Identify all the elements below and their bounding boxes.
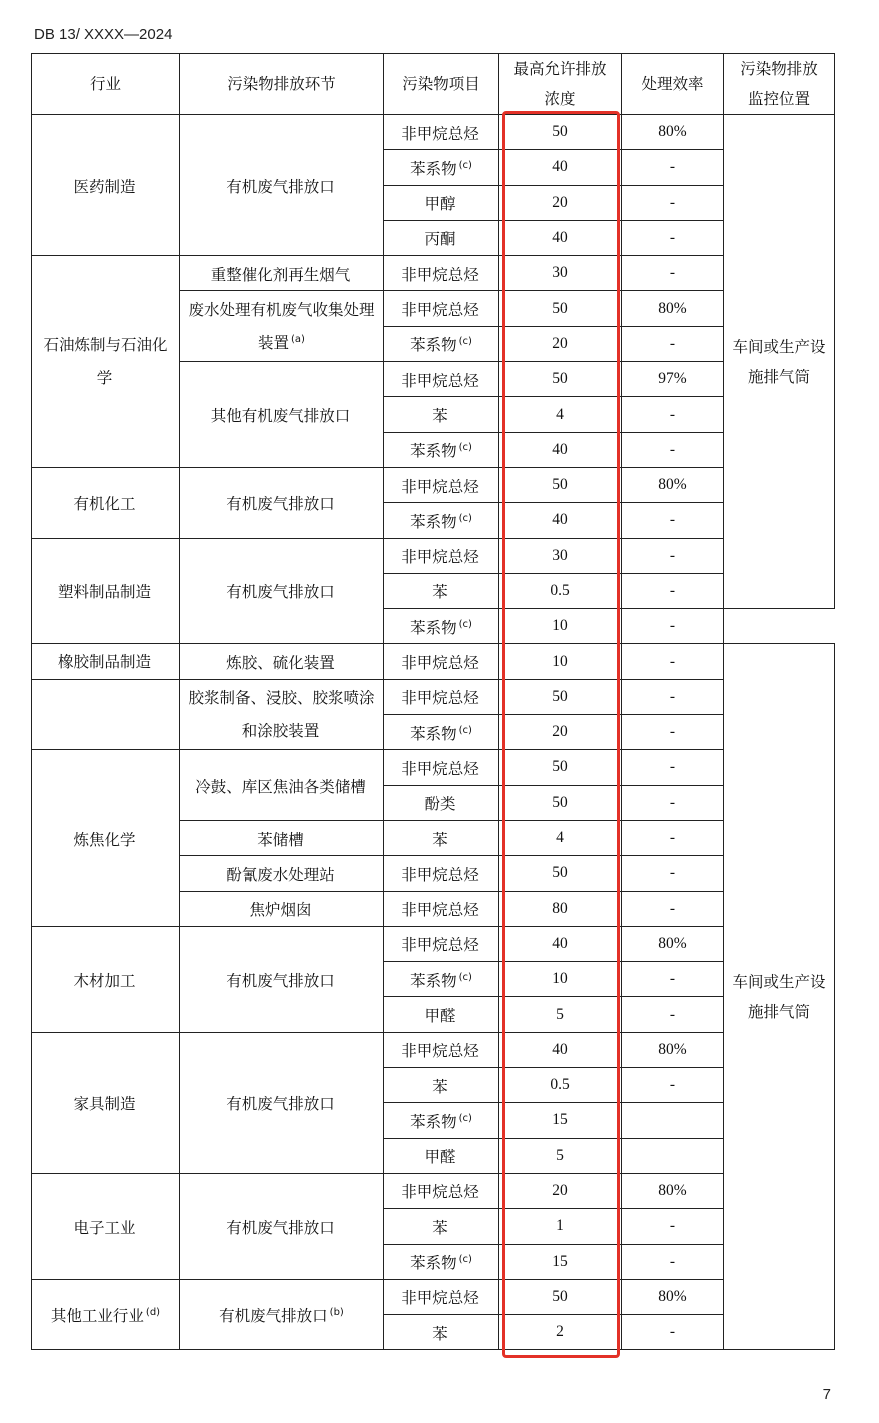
pollutant-cell — [384, 573, 499, 608]
concentration-cell-text: 10 — [552, 652, 568, 670]
efficiency-cell-text: 80% — [658, 1287, 687, 1305]
concentration-cell-text: 0.5 — [550, 1076, 570, 1094]
concentration-cell-text: 50 — [552, 758, 568, 776]
efficiency-cell — [622, 1068, 724, 1103]
pollutant-cell — [384, 997, 499, 1032]
pollutant-cell-text: 非甲烷总烃 — [401, 265, 479, 284]
emission-stage-cell — [180, 644, 384, 679]
efficiency-cell — [622, 1173, 724, 1208]
emission-stage-cell — [180, 291, 384, 362]
efficiency-cell — [622, 291, 724, 326]
pollutant-cell — [384, 1315, 499, 1350]
monitor-location-cell — [724, 644, 835, 1350]
efficiency-cell — [622, 115, 724, 150]
pollutant-cell-text: 苯 — [432, 830, 448, 849]
efficiency-cell-text: - — [669, 229, 676, 247]
pollutant-cell-text: 苯系物 — [410, 724, 457, 743]
pollutant-cell — [384, 679, 499, 714]
emission-stage-cell — [180, 538, 384, 644]
emission-stage-cell-text: 其他有机废气排放口 — [210, 407, 351, 426]
concentration-cell-text: 4 — [556, 405, 564, 423]
concentration-cell-text: 20 — [552, 1182, 568, 1200]
concentration-cell-text: 50 — [552, 687, 568, 705]
industry-cell-text: 家具制造 — [73, 1095, 136, 1114]
footnote-marker: (c) — [458, 971, 472, 983]
emission-stage-cell-text: 有机废气排放口 — [226, 583, 335, 602]
efficiency-cell — [622, 256, 724, 291]
concentration-cell — [499, 326, 622, 361]
emission-stage-cell — [180, 1279, 384, 1350]
pollutant-cell — [384, 220, 499, 255]
efficiency-cell — [622, 538, 724, 573]
concentration-cell-text: 40 — [552, 229, 568, 247]
pollutant-cell — [384, 291, 499, 326]
pollutant-cell — [384, 397, 499, 432]
pollutant-cell — [384, 185, 499, 220]
concentration-cell — [499, 644, 622, 679]
concentration-cell — [499, 820, 622, 855]
efficiency-cell — [622, 644, 724, 679]
concentration-cell — [499, 997, 622, 1032]
industry-cell-text: 医药制造 — [73, 177, 136, 196]
efficiency-cell-text: - — [669, 1323, 676, 1341]
table-row — [32, 1279, 835, 1314]
header-row — [32, 54, 835, 115]
efficiency-cell — [622, 997, 724, 1032]
footnote-marker: (a) — [291, 333, 305, 345]
industry-cell — [32, 256, 180, 468]
pollutant-cell — [384, 1103, 499, 1138]
emission-stage-cell — [180, 891, 384, 926]
footnote-marker: (c) — [458, 442, 472, 454]
emission-stage-cell — [180, 856, 384, 891]
industry-cell — [32, 644, 180, 679]
pollutant-cell — [384, 115, 499, 150]
emission-stage-cell-text: 有机废气排放口 — [226, 177, 335, 196]
pollutant-cell — [384, 1068, 499, 1103]
footnote-marker: (c) — [458, 159, 472, 171]
efficiency-cell — [622, 467, 724, 502]
emission-stage-cell-text: 有机废气排放口 — [226, 1095, 335, 1114]
emission-stage-cell — [180, 1173, 384, 1279]
pollutant-cell — [384, 538, 499, 573]
efficiency-cell — [622, 962, 724, 997]
efficiency-cell — [622, 185, 724, 220]
efficiency-cell — [622, 609, 724, 644]
table-row — [32, 679, 835, 714]
concentration-cell — [499, 185, 622, 220]
concentration-cell — [499, 715, 622, 750]
concentration-cell — [499, 573, 622, 608]
concentration-cell-text: 15 — [552, 1111, 568, 1129]
emission-stage-cell-text: 有机废气排放口 — [226, 1218, 335, 1237]
concentration-cell — [499, 503, 622, 538]
emission-limits-table — [31, 53, 835, 1350]
concentration-cell-text: 4 — [556, 829, 564, 847]
pollutant-cell-text: 丙酮 — [424, 230, 456, 249]
efficiency-cell-text: - — [669, 1252, 676, 1270]
concentration-cell — [499, 538, 622, 573]
emission-stage-cell-text: 有机废气排放口 — [226, 495, 335, 514]
concentration-cell-text: 5 — [556, 1005, 564, 1023]
emission-stage-cell-text: 有机废气排放口 — [219, 1307, 328, 1326]
table-row — [32, 256, 835, 291]
emission-stage-cell-text: 炼胶、硫化装置 — [226, 654, 335, 673]
efficiency-cell-text: - — [669, 193, 676, 211]
efficiency-cell-text: - — [669, 864, 676, 882]
pollutant-cell-text: 非甲烷总烃 — [401, 477, 479, 496]
efficiency-cell — [622, 679, 724, 714]
concentration-cell — [499, 1032, 622, 1067]
column-header: 污染物排放监控位置 — [724, 54, 835, 115]
industry-cell-text: 其他工业行业 — [50, 1307, 144, 1326]
footnote-marker: (d) — [145, 1307, 161, 1319]
concentration-cell — [499, 1279, 622, 1314]
pollutant-cell-text: 甲醛 — [424, 1148, 456, 1167]
emission-stage-cell — [180, 362, 384, 468]
industry-cell — [32, 1279, 180, 1350]
efficiency-cell-text: - — [669, 440, 676, 458]
concentration-cell-text: 20 — [552, 193, 568, 211]
pollutant-cell-text: 甲醛 — [424, 1007, 456, 1026]
concentration-cell — [499, 1315, 622, 1350]
efficiency-cell-text: - — [669, 334, 676, 352]
concentration-cell — [499, 362, 622, 397]
industry-cell-text: 石油炼制与石油化学 — [43, 336, 168, 388]
efficiency-cell — [622, 750, 724, 785]
industry-cell-text: 塑料制品制造 — [57, 583, 151, 602]
pollutant-cell — [384, 962, 499, 997]
pollutant-cell — [384, 256, 499, 291]
pollutant-cell-text: 非甲烷总烃 — [401, 865, 479, 884]
pollutant-cell-text: 苯 — [432, 583, 448, 602]
concentration-cell-text: 30 — [552, 264, 568, 282]
efficiency-cell-text: - — [669, 1076, 676, 1094]
pollutant-cell — [384, 820, 499, 855]
pollutant-cell — [384, 644, 499, 679]
pollutant-cell-text: 苯系物 — [410, 160, 457, 179]
emission-stage-cell-text: 酚氰废水处理站 — [226, 865, 335, 884]
efficiency-cell-text: - — [669, 158, 676, 176]
footnote-marker: (c) — [458, 336, 472, 348]
efficiency-cell-text: - — [669, 829, 676, 847]
emission-stage-cell-text: 有机废气排放口 — [226, 971, 335, 990]
efficiency-cell-text: - — [669, 899, 676, 917]
pollutant-cell-text: 甲醇 — [424, 195, 456, 214]
emission-stage-cell — [180, 1032, 384, 1173]
emission-stage-cell-text: 废水处理有机废气收集处理装置 — [188, 300, 375, 352]
efficiency-cell-text: 97% — [658, 370, 687, 388]
pollutant-cell — [384, 467, 499, 502]
column-header: 污染物项目 — [384, 54, 499, 115]
pollutant-cell — [384, 1209, 499, 1244]
pollutant-cell-text: 苯系物 — [410, 1254, 457, 1273]
efficiency-cell-text: - — [669, 264, 676, 282]
concentration-cell-text: 20 — [552, 723, 568, 741]
pollutant-cell — [384, 1032, 499, 1067]
efficiency-cell-text: - — [669, 970, 676, 988]
industry-cell — [32, 926, 180, 1032]
pollutant-cell — [384, 785, 499, 820]
pollutant-cell-text: 非甲烷总烃 — [401, 1183, 479, 1202]
concentration-cell-text: 40 — [552, 934, 568, 952]
concentration-cell — [499, 291, 622, 326]
industry-cell — [32, 538, 180, 644]
concentration-cell-text: 2 — [556, 1323, 564, 1341]
concentration-cell — [499, 432, 622, 467]
concentration-cell — [499, 1068, 622, 1103]
emission-stage-cell — [180, 256, 384, 291]
pollutant-cell-text: 苯 — [432, 1324, 448, 1343]
concentration-cell — [499, 926, 622, 961]
pollutant-cell-text: 非甲烷总烃 — [401, 124, 479, 143]
efficiency-cell-text: 80% — [658, 1182, 687, 1200]
table-row — [32, 1173, 835, 1208]
efficiency-cell — [622, 326, 724, 361]
column-header: 污染物排放环节 — [180, 54, 384, 115]
efficiency-cell-text: - — [669, 617, 676, 635]
concentration-cell — [499, 397, 622, 432]
emission-stage-cell-text: 重整催化剂再生烟气 — [210, 265, 351, 284]
footnote-marker: (c) — [458, 618, 472, 630]
concentration-cell-text: 40 — [552, 1040, 568, 1058]
efficiency-cell — [622, 891, 724, 926]
concentration-cell-text: 1 — [556, 1217, 564, 1235]
concentration-cell — [499, 150, 622, 185]
pollutant-cell-text: 非甲烷总烃 — [401, 371, 479, 390]
monitor-location-cell-text: 车间或生产设施排气筒 — [732, 337, 826, 386]
efficiency-cell-text: 80% — [658, 1040, 687, 1058]
concentration-cell — [499, 1138, 622, 1173]
efficiency-cell-text: - — [669, 405, 676, 423]
concentration-cell — [499, 609, 622, 644]
pollutant-cell — [384, 326, 499, 361]
efficiency-cell — [622, 1103, 724, 1138]
pollutant-cell — [384, 1173, 499, 1208]
pollutant-cell-text: 非甲烷总烃 — [401, 689, 479, 708]
efficiency-cell-text: - — [669, 758, 676, 776]
concentration-cell-text: 20 — [552, 334, 568, 352]
pollutant-cell — [384, 1279, 499, 1314]
pollutant-cell — [384, 1138, 499, 1173]
pollutant-cell-text: 非甲烷总烃 — [401, 1042, 479, 1061]
footnote-marker: (c) — [458, 1112, 472, 1124]
footnote-marker: (c) — [458, 1254, 472, 1266]
concentration-cell — [499, 1173, 622, 1208]
efficiency-cell-text: - — [669, 687, 676, 705]
efficiency-cell-text: - — [669, 1005, 676, 1023]
concentration-cell — [499, 115, 622, 150]
industry-cell — [32, 679, 180, 750]
pollutant-cell — [384, 150, 499, 185]
concentration-cell-text: 50 — [552, 123, 568, 141]
pollutant-cell-text: 非甲烷总烃 — [401, 654, 479, 673]
pollutant-cell-text: 苯系物 — [410, 1113, 457, 1132]
pollutant-cell — [384, 609, 499, 644]
pollutant-cell-text: 苯 — [432, 1077, 448, 1096]
column-header: 行业 — [32, 54, 180, 115]
efficiency-cell-text: 80% — [658, 299, 687, 317]
emission-stage-cell — [180, 679, 384, 750]
concentration-cell — [499, 679, 622, 714]
column-header: 最高允许排放浓度 — [499, 54, 622, 115]
efficiency-cell — [622, 1244, 724, 1279]
concentration-cell — [499, 220, 622, 255]
pollutant-cell-text: 苯 — [432, 407, 448, 426]
table-row — [32, 115, 835, 150]
industry-cell-text: 电子工业 — [73, 1218, 136, 1237]
industry-cell-text: 橡胶制品制造 — [57, 653, 151, 672]
concentration-cell-text: 0.5 — [550, 582, 570, 599]
emission-stage-cell-text: 冷鼓、库区焦油各类储槽 — [195, 777, 366, 796]
efficiency-cell — [622, 503, 724, 538]
concentration-cell-text: 40 — [552, 511, 568, 529]
pollutant-cell-text: 苯系物 — [410, 512, 457, 531]
page-number: 7 — [822, 1386, 831, 1403]
monitor-location-cell-text: 车间或生产设施排气筒 — [732, 972, 826, 1021]
concentration-cell — [499, 1209, 622, 1244]
monitor-location-cell — [724, 115, 835, 609]
pollutant-cell — [384, 432, 499, 467]
emission-stage-cell — [180, 115, 384, 256]
industry-cell — [32, 467, 180, 538]
efficiency-cell-text: 80% — [658, 123, 687, 141]
efficiency-cell — [622, 715, 724, 750]
pollutant-cell-text: 非甲烷总烃 — [401, 936, 479, 955]
pollutant-cell-text: 苯系物 — [410, 971, 457, 990]
industry-cell-text: 有机化工 — [73, 495, 136, 514]
concentration-cell — [499, 750, 622, 785]
concentration-cell — [499, 1244, 622, 1279]
concentration-cell-text: 40 — [552, 440, 568, 458]
document-header: DB 13/ XXXX—2024 — [34, 26, 173, 43]
pollutant-cell — [384, 1244, 499, 1279]
efficiency-cell — [622, 856, 724, 891]
table-row — [32, 467, 835, 502]
pollutant-cell-text: 苯系物 — [410, 336, 457, 355]
emission-stage-cell — [180, 820, 384, 855]
efficiency-cell — [622, 362, 724, 397]
pollutant-cell — [384, 750, 499, 785]
concentration-cell — [499, 467, 622, 502]
efficiency-cell — [622, 432, 724, 467]
pollutant-cell-text: 非甲烷总烃 — [401, 760, 479, 779]
pollutant-cell — [384, 856, 499, 891]
pollutant-cell-text: 非甲烷总烃 — [401, 901, 479, 920]
efficiency-cell — [622, 926, 724, 961]
concentration-cell-text: 10 — [552, 970, 568, 988]
pollutant-cell-text: 苯 — [432, 1218, 448, 1237]
pollutant-cell — [384, 715, 499, 750]
pollutant-cell-text: 非甲烷总烃 — [401, 301, 479, 320]
efficiency-cell-text: - — [669, 582, 676, 599]
efficiency-cell — [622, 1032, 724, 1067]
efficiency-cell — [622, 220, 724, 255]
efficiency-cell — [622, 1138, 724, 1173]
industry-cell — [32, 750, 180, 926]
table-row — [32, 538, 835, 573]
efficiency-cell — [622, 820, 724, 855]
efficiency-cell — [622, 1209, 724, 1244]
pollutant-cell-text: 酚类 — [424, 795, 456, 814]
footnote-marker: (c) — [458, 724, 472, 736]
pollutant-cell-text: 苯系物 — [410, 618, 457, 637]
efficiency-cell-text: 80% — [658, 476, 687, 494]
emission-stage-cell — [180, 467, 384, 538]
footnote-marker: (c) — [458, 512, 472, 524]
concentration-cell — [499, 856, 622, 891]
efficiency-cell-text: - — [669, 793, 676, 811]
concentration-cell — [499, 785, 622, 820]
concentration-cell-text: 10 — [552, 617, 568, 635]
footnote-marker: (b) — [329, 1307, 344, 1319]
concentration-cell-text: 50 — [552, 793, 568, 811]
pollutant-cell — [384, 503, 499, 538]
table-row — [32, 644, 835, 679]
concentration-cell — [499, 891, 622, 926]
efficiency-cell-text: - — [669, 723, 676, 741]
emission-stage-cell-text: 焦炉烟囱 — [249, 901, 312, 920]
table-row — [32, 1032, 835, 1067]
efficiency-cell-text: - — [669, 546, 676, 564]
emission-stage-cell-text: 苯储槽 — [257, 830, 304, 849]
pollutant-cell — [384, 891, 499, 926]
efficiency-cell-text: 80% — [658, 934, 687, 952]
industry-cell — [32, 1032, 180, 1173]
concentration-cell-text: 15 — [552, 1252, 568, 1270]
column-header: 处理效率 — [622, 54, 724, 115]
pollutant-cell — [384, 926, 499, 961]
emission-stage-cell — [180, 750, 384, 821]
table-row — [32, 750, 835, 785]
concentration-cell — [499, 1103, 622, 1138]
concentration-cell-text: 50 — [552, 299, 568, 317]
concentration-cell-text: 50 — [552, 370, 568, 388]
efficiency-cell-text: - — [669, 652, 676, 670]
efficiency-cell — [622, 1315, 724, 1350]
concentration-cell — [499, 962, 622, 997]
pollutant-cell-text: 非甲烷总烃 — [401, 1289, 479, 1308]
concentration-cell-text: 50 — [552, 1287, 568, 1305]
industry-cell-text: 木材加工 — [73, 971, 136, 990]
efficiency-cell-text: - — [669, 511, 676, 529]
pollutant-cell — [384, 362, 499, 397]
concentration-cell-text: 50 — [552, 476, 568, 494]
concentration-cell — [499, 256, 622, 291]
efficiency-cell — [622, 150, 724, 185]
emission-stage-cell-text: 胶浆制备、浸胶、胶浆喷涂和涂胶装置 — [188, 688, 375, 741]
table-row — [32, 926, 835, 961]
efficiency-cell-text: - — [669, 1217, 676, 1235]
concentration-cell-text: 5 — [556, 1146, 564, 1164]
concentration-cell-text: 40 — [552, 158, 568, 176]
concentration-cell-text: 30 — [552, 546, 568, 564]
industry-cell-text: 炼焦化学 — [73, 830, 136, 849]
emission-stage-cell — [180, 926, 384, 1032]
pollutant-cell-text: 非甲烷总烃 — [401, 548, 479, 567]
concentration-cell-text: 80 — [552, 899, 568, 917]
industry-cell — [32, 115, 180, 256]
efficiency-cell — [622, 573, 724, 608]
efficiency-cell — [622, 1279, 724, 1314]
pollutant-cell-text: 苯系物 — [410, 442, 457, 461]
efficiency-cell — [622, 785, 724, 820]
industry-cell — [32, 1173, 180, 1279]
concentration-cell-text: 50 — [552, 864, 568, 882]
efficiency-cell — [622, 397, 724, 432]
